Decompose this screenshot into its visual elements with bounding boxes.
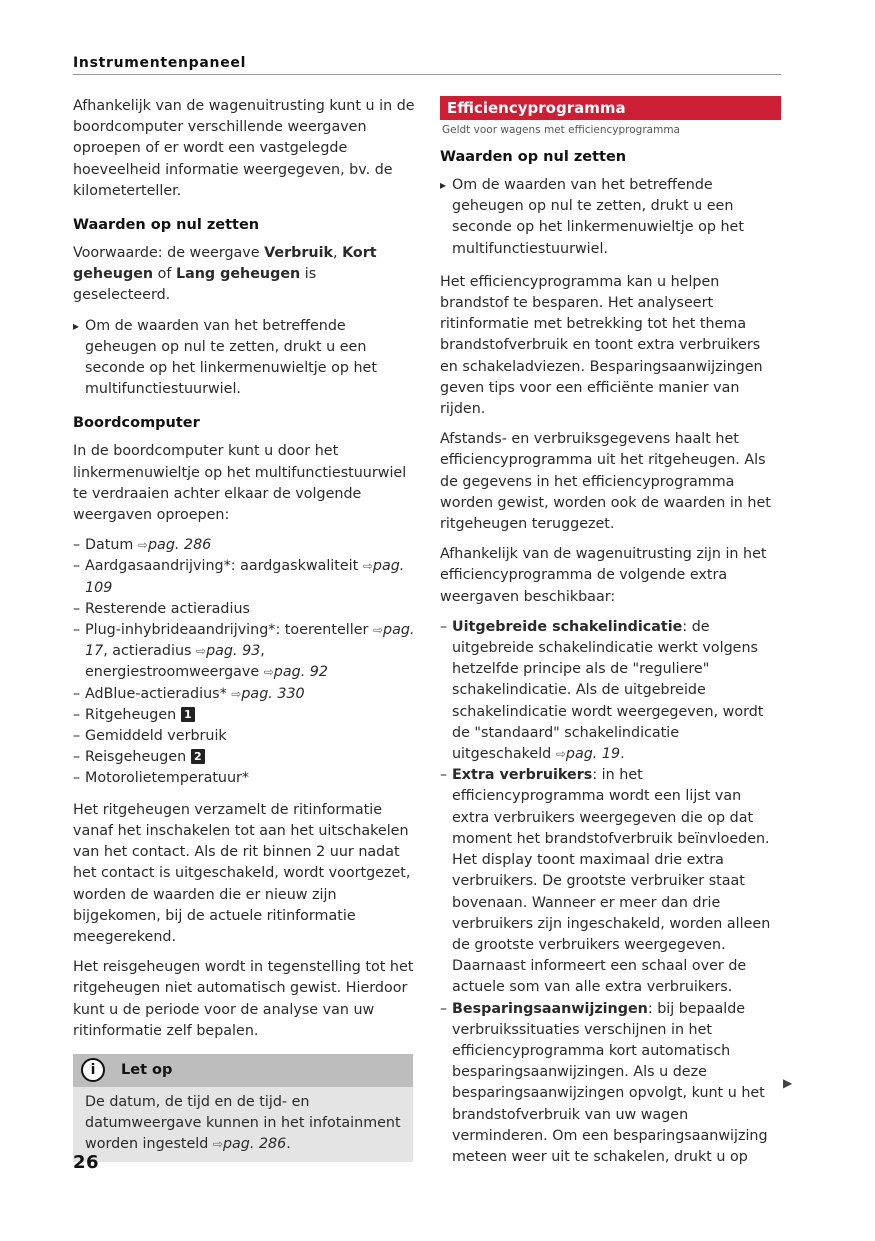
page-reference-link[interactable]: pag. 109	[85, 558, 405, 596]
list-item: – Datum ⇨pag. 286	[73, 535, 415, 556]
reference-arrow-icon: ⇨	[362, 559, 373, 574]
list-item: – Reisgeheugen 2	[73, 747, 415, 768]
efficiency-paragraph-3: Afhankelijk van de wagenuitrusting zijn in het efficiencyprogramma de volgende extra weergaven beschikbaar:	[440, 546, 767, 605]
info-icon: i	[81, 1058, 105, 1082]
page-reference-link[interactable]: pag. 330	[241, 685, 305, 702]
applicability-note: Geldt voor wagens met efficiencyprogramma	[442, 124, 680, 136]
page-reference-link[interactable]: pag. 286	[147, 537, 212, 554]
ritgeheugen-paragraph: Het ritgeheugen verzamelt de ritinformatie vanaf het inschakelen tot aan het uitschakelen van het contact. Als de rit binnen 2 uur nadat het contact is uitgeschakeld, wordt voortgezet, worden de waarden die er nieuw zijn bijgekomen, bij de actuele ritinformatie meegerekend.	[73, 801, 411, 945]
page-reference-link[interactable]: pag. 286	[222, 1136, 287, 1153]
list-item: – Resterende actieradius	[73, 599, 415, 620]
callout-number-badge: 1	[181, 707, 195, 722]
reference-arrow-icon: ⇨	[555, 747, 566, 762]
reference-arrow-icon: ⇨	[212, 1137, 223, 1152]
extra-displays-list	[440, 617, 782, 1168]
page-reference-link[interactable]: pag. 17	[85, 622, 415, 660]
boordcomputer-intro: In de boordcomputer kunt u door het linkermenuwieltje op het multifunctiestuurwiel te verdraaien achter elkaar de volgende weergaven oproepen:	[73, 443, 407, 524]
display-list	[73, 535, 415, 789]
list-item: – Motorolietemperatuur*	[73, 768, 415, 789]
list-item: – Aardgasaandrijving*: aardgaskwaliteit ⇨pag. 109	[73, 556, 415, 598]
left-column	[73, 96, 415, 1162]
reference-arrow-icon: ⇨	[196, 644, 207, 659]
page-number: 26	[73, 1152, 100, 1173]
reference-arrow-icon: ⇨	[137, 538, 148, 553]
reset-step: ▸ Om de waarden van het betreffende geheugen op nul te zetten, drukt u een seconde op het linkermenuwieltje op het multifunctiestuurwiel.	[440, 175, 782, 260]
note-title: Let op	[121, 1061, 173, 1078]
list-item: – Plug-inhybrideaandrijving*: toerenteller ⇨pag. 17, actieradius ⇨pag. 93, energiestroomweergave ⇨pag. 92	[73, 620, 415, 684]
list-item: – Extra verbruikers: in het efficiencyprogramma wordt een lijst van extra verbruikers weergegeven die op dat moment het brandstofverbruik beïnvloeden. Het display toont maximaal drie extra verbruikers. De grootste verbruiker staat bovenaan. Wanneer er meer dan drie verbruikers zijn ingeschakeld, worden alleen de grootste verbruikers weergegeven. Daarnaast informeert een schaal over de actuele som van alle extra verbruikers.	[440, 765, 782, 998]
reset-step: ▸ Om de waarden van het betreffende geheugen op nul te zetten, drukt u een seconde op het linkermenuwieltje op het multifunctiestuurwiel.	[73, 316, 415, 401]
section-title-bar: Efficiencyprogramma	[440, 96, 781, 120]
list-item: – Uitgebreide schakelindicatie: de uitgebreide schakelindicatie werkt volgens hetzelfde principe als de "reguliere" schakelindicatie. Als de uitgebreide schakelindicatie wordt weergegeven, wordt de "standaard" schakelindicatie uitgeschakeld ⇨pag. 19.	[440, 617, 782, 765]
note-header	[73, 1054, 413, 1087]
page-header	[73, 52, 781, 75]
list-item: – Besparingsaanwijzingen: bij bepaalde verbruikssituaties verschijnen in het efficiencyprogramma kort automatisch besparingsaanwijzingen. Als u deze besparingsaanwijzingen opvolgt, kunt u het brandstofverbruik van uw wagen verminderen. Om een besparingsaanwijzing meteen weer uit te schakelen, drukt u op	[440, 999, 782, 1169]
list-item: – AdBlue-actieradius* ⇨pag. 330	[73, 684, 415, 705]
reset-heading: Waarden op nul zetten	[440, 149, 627, 165]
reset-heading: Waarden op nul zetten	[73, 217, 260, 234]
boordcomputer-heading: Boordcomputer	[73, 415, 200, 432]
list-item: – Gemiddeld verbruik	[73, 726, 415, 747]
callout-number-badge: 2	[191, 749, 205, 764]
list-item: – Ritgeheugen 1	[73, 705, 415, 726]
page-reference-link[interactable]: pag. 92	[273, 664, 328, 681]
note-body: De datum, de tijd en de tijd- en datumweergave kunnen in het infotainment worden ingesteld ⇨pag. 286.	[85, 1093, 401, 1153]
page-section-title: Instrumentenpaneel	[73, 55, 247, 71]
continue-arrow-icon: ▶	[783, 1076, 793, 1090]
page-reference-link[interactable]: pag. 19	[565, 746, 621, 763]
condition-paragraph: Voorwaarde: de weergave Verbruik, Kort geheugen of Lang geheugen is geselecteerd.	[73, 245, 377, 304]
efficiency-paragraph-2: Afstands- en verbruiksgegevens haalt het efficiencyprogramma uit het ritgeheugen. Als de gegevens in het efficiencyprogramma worden gewist, worden ook de waarden in het ritgeheugen teruggezet.	[440, 431, 771, 533]
page-reference-link[interactable]: pag. 93	[206, 643, 261, 660]
note-box	[73, 1054, 413, 1162]
reference-arrow-icon: ⇨	[263, 665, 274, 680]
right-column	[440, 96, 782, 1178]
intro-paragraph: Afhankelijk van de wagenuitrusting kunt u in de boordcomputer verschillende weergaven oproepen of er wordt een vastgelegde hoeveelheid informatie weergegeven, bv. de kilometerteller.	[73, 98, 415, 199]
efficiency-paragraph-1: Het efficiencyprogramma kan u helpen brandstof te besparen. Het analyseert ritinformatie met betrekking tot het thema brandstofverbruik en toont extra verbruikers en schakeladviezen. Besparingsaanwijzingen geven tips voor een efficiënte manier van rijden.	[440, 273, 763, 418]
reference-arrow-icon: ⇨	[231, 686, 242, 701]
reisgeheugen-paragraph: Het reisgeheugen wordt in tegenstelling tot het ritgeheugen niet automatisch gewist. Hierdoor kunt u de periode voor de analyse van uw ritinformatie zelf bepalen.	[73, 959, 414, 1039]
reference-arrow-icon: ⇨	[372, 623, 383, 638]
